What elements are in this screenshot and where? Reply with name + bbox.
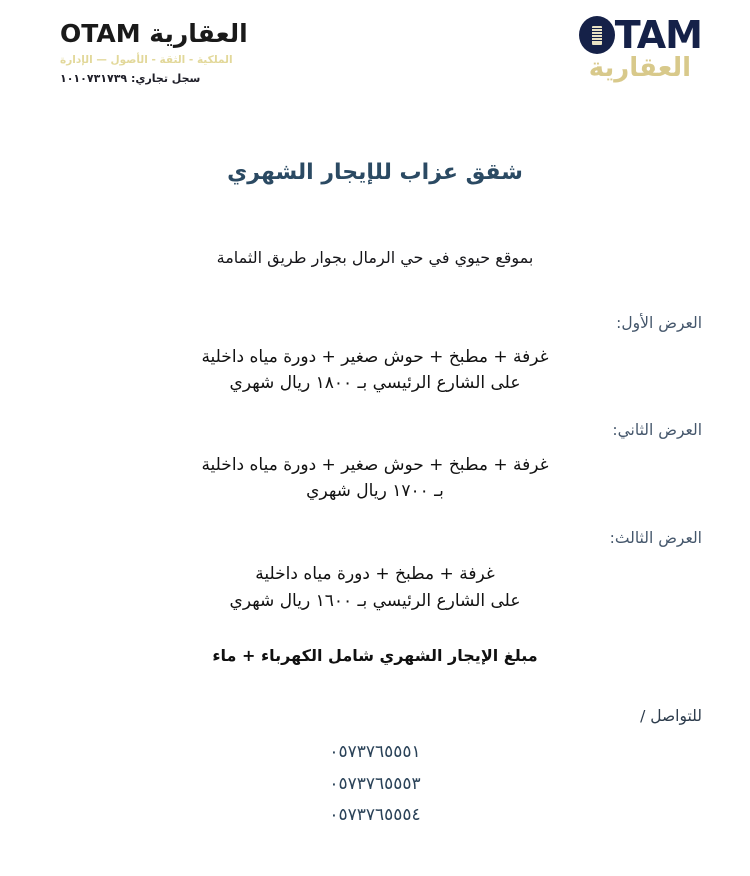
commercial-registration: سجل تجاري: ١٠١٠٧٣١٧٣٩ [60, 71, 201, 85]
company-logo [578, 14, 702, 81]
offer-2-features: غرفة + مطبخ + حوش صغير + دورة مياه داخلية [201, 454, 549, 475]
contact-phone-1[interactable]: ٠٥٧٣٧٦٥٥٥١ [329, 742, 421, 763]
company-name: العقارية OTAM [60, 19, 248, 48]
offer-2-heading: العرض الثاني: [612, 420, 702, 439]
offer-3-price: على الشارع الرئيسي بـ ١٦٠٠ ريال شهري [229, 590, 521, 611]
document-content [0, 160, 750, 831]
offer-2-price: بـ ١٧٠٠ ريال شهري [306, 481, 444, 502]
contact-phone-3[interactable]: ٠٥٧٣٧٦٥٥٥٤ [329, 804, 421, 825]
contact-phone-2[interactable]: ٠٥٧٣٧٦٥٥٥٣ [329, 773, 421, 794]
location-subtitle: بموقع حيوي في حي الرمال بجوار طريق الثمامة [216, 248, 534, 267]
offer-2-body [48, 452, 702, 505]
offer-1-price: على الشارع الرئيسي بـ ١٨٠٠ ريال شهري [229, 373, 521, 394]
offer-3-features: غرفة + مطبخ + دورة مياه داخلية [255, 564, 495, 585]
offer-3 [48, 529, 702, 614]
offer-2 [48, 421, 702, 505]
building-tower-icon [579, 16, 615, 54]
page-title: شقق عزاب للإيجار الشهري [227, 160, 523, 185]
logo-arabic-text: العقارية [588, 53, 692, 83]
offer-1-body [48, 344, 702, 397]
contact-phone-list [48, 737, 702, 831]
document-header [0, 0, 750, 112]
logo-wordmark-text: TAM [614, 13, 702, 57]
offer-1-heading: العرض الأول: [616, 314, 702, 332]
offer-3-body [48, 561, 702, 614]
company-identity-block [60, 14, 248, 85]
offer-3-heading: العرض الثالث: [609, 529, 702, 548]
utilities-included-note: مبلغ الإيجار الشهري شامل الكهرباء + ماء [212, 646, 538, 666]
offer-1 [48, 314, 702, 397]
contact-label: للتواصل / [640, 707, 702, 726]
logo-wordmark [578, 13, 702, 57]
offer-1-features: غرفة + مطبخ + حوش صغير + دورة مياه داخلية [201, 347, 549, 367]
company-tagline: الملكية - الثقة - الأصول — الإدارة [60, 53, 233, 66]
